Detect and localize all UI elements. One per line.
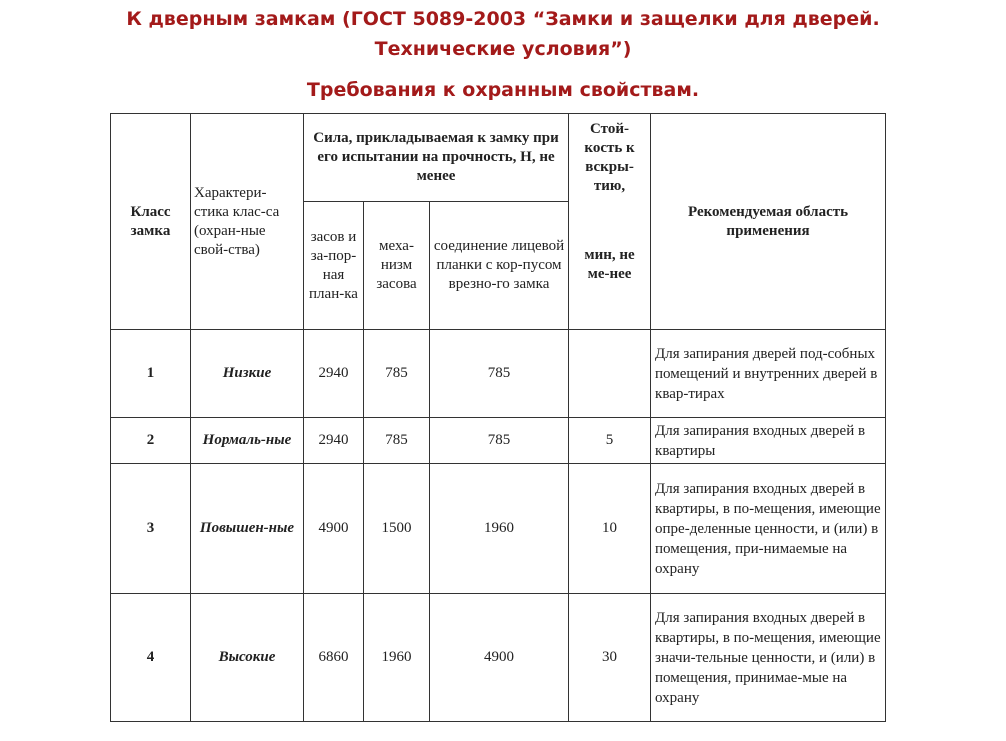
table-row [111,418,886,464]
header-force: Сила, прикладываемая к замку при его испытании на прочность, Н, не менее [304,114,569,202]
row-resistance [569,330,651,418]
row-bolt: 2940 [304,330,364,418]
row-connection: 785 [430,330,569,418]
page-subtitle: Требования к охранным свойствам. [306,79,700,101]
row-mechanism: 1960 [364,594,430,722]
row-connection: 4900 [430,594,569,722]
row-characteristic: Нормаль-ные [191,418,304,464]
row-application: Для запирания дверей под-собных помещений и внутренних дверей в квар-тирах [651,330,886,418]
row-mechanism: 785 [364,330,430,418]
row-class: 4 [111,594,191,722]
row-application: Для запирания входных дверей в квартиры, в по-мещения, имеющие опре-деленные ценности, и (или) в помещения, при-нимаемые на охрану [651,464,886,594]
row-connection: 785 [430,418,569,464]
row-bolt: 6860 [304,594,364,722]
row-application: Для запирания входных дверей в квартиры, в по-мещения, имеющие значи-тельные ценности, и (или) в помещения, принимае-мые на охрану [651,594,886,722]
row-resistance: 30 [569,594,651,722]
row-mechanism: 1500 [364,464,430,594]
header-resistance: Стой-кость к вскры-тию, [569,114,651,202]
requirements-table [110,113,886,722]
row-class: 2 [111,418,191,464]
row-application: Для запирания входных дверей в квартиры [651,418,886,464]
table-row [111,594,886,722]
page-title-line-1: К дверным замкам (ГОСТ 5089-2003 “Замки и защелки для дверей. [126,8,880,30]
table-row [111,464,886,594]
page-title-line-2: Технические условия”) [374,38,632,60]
table-row [111,330,886,418]
header-bolt: засов и за-пор-ная план-ка [304,202,364,330]
header-resistance-unit: мин, не ме-нее [569,202,651,330]
table-header-row [111,114,886,202]
row-mechanism: 785 [364,418,430,464]
row-class: 3 [111,464,191,594]
row-characteristic: Низкие [191,330,304,418]
header-mechanism: меха-низм засова [364,202,430,330]
header-application: Рекомендуемая область применения [651,114,886,330]
row-resistance: 10 [569,464,651,594]
row-characteristic: Повышен-ные [191,464,304,594]
row-bolt: 4900 [304,464,364,594]
header-class: Класс замка [111,114,191,330]
header-characteristic: Характери-стика клас-са (охран-ные свой-ства) [191,114,304,330]
row-connection: 1960 [430,464,569,594]
row-bolt: 2940 [304,418,364,464]
row-characteristic: Высокие [191,594,304,722]
header-connection: соединение лицевой планки с кор-пусом врезно-го замка [430,202,569,330]
row-resistance: 5 [569,418,651,464]
row-class: 1 [111,330,191,418]
